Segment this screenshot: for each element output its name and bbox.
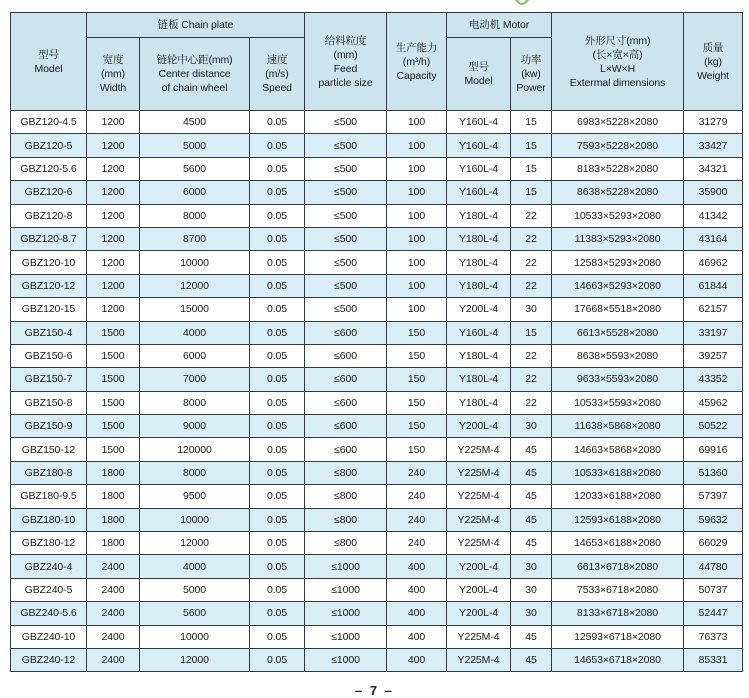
cell-width: 1500 <box>87 321 140 344</box>
cell-feed-size: ≤600 <box>305 344 387 367</box>
cell-speed: 0.05 <box>250 578 305 601</box>
cell-model: GBZ150-4 <box>11 321 87 344</box>
cell-width: 1500 <box>87 344 140 367</box>
table-row <box>11 532 743 555</box>
header-speed: 速度 (m/s) Speed <box>250 38 305 111</box>
cell-feed-size: ≤800 <box>305 485 387 508</box>
cell-capacity: 240 <box>387 508 447 531</box>
cell-width: 1200 <box>87 157 140 180</box>
cell-motor-model: Y160L-4 <box>447 134 511 157</box>
cell-center-distance: 8000 <box>140 391 250 414</box>
cell-feed-size: ≤1000 <box>305 578 387 601</box>
table-row <box>11 648 743 671</box>
cell-model: GBZ240-5 <box>11 578 87 601</box>
cell-capacity: 400 <box>387 625 447 648</box>
cell-weight: 69916 <box>684 438 743 461</box>
cell-power: 15 <box>511 181 552 204</box>
cell-width: 2400 <box>87 578 140 601</box>
cell-power: 30 <box>511 415 552 438</box>
table-row <box>11 111 743 134</box>
cell-power: 45 <box>511 625 552 648</box>
cell-weight: 66029 <box>684 532 743 555</box>
cell-weight: 33197 <box>684 321 743 344</box>
cell-power: 22 <box>511 391 552 414</box>
cell-weight: 31279 <box>684 111 743 134</box>
cell-dimensions: 10533×5293×2080 <box>552 204 684 227</box>
cell-dimensions: 6613×6718×2080 <box>552 555 684 578</box>
cell-model: GBZ240-12 <box>11 648 87 671</box>
cell-speed: 0.05 <box>250 532 305 555</box>
cell-speed: 0.05 <box>250 415 305 438</box>
cell-feed-size: ≤500 <box>305 227 387 250</box>
cell-motor-model: Y160L-4 <box>447 111 511 134</box>
header-weight: 质量 (kg) Weight <box>684 13 743 111</box>
cell-center-distance: 12000 <box>140 274 250 297</box>
table-body <box>11 111 743 672</box>
cell-power: 45 <box>511 648 552 671</box>
cell-weight: 61844 <box>684 274 743 297</box>
cell-power: 22 <box>511 204 552 227</box>
cell-model: GBZ120-10 <box>11 251 87 274</box>
cell-center-distance: 8700 <box>140 227 250 250</box>
cell-speed: 0.05 <box>250 485 305 508</box>
cell-speed: 0.05 <box>250 298 305 321</box>
cell-weight: 45962 <box>684 391 743 414</box>
cell-weight: 39257 <box>684 344 743 367</box>
cell-motor-model: Y200L-4 <box>447 555 511 578</box>
table-row <box>11 461 743 484</box>
cell-speed: 0.05 <box>250 508 305 531</box>
cell-model: GBZ120-8 <box>11 204 87 227</box>
cell-width: 1200 <box>87 181 140 204</box>
cell-motor-model: Y200L-4 <box>447 602 511 625</box>
cell-center-distance: 10000 <box>140 251 250 274</box>
cell-speed: 0.05 <box>250 391 305 414</box>
cell-center-distance: 9000 <box>140 415 250 438</box>
table-row <box>11 602 743 625</box>
cell-width: 2400 <box>87 602 140 625</box>
cell-motor-model: Y180L-4 <box>447 344 511 367</box>
cell-speed: 0.05 <box>250 204 305 227</box>
table-row <box>11 578 743 601</box>
cell-motor-model: Y225M-4 <box>447 485 511 508</box>
table-row <box>11 298 743 321</box>
cell-power: 22 <box>511 344 552 367</box>
cell-center-distance: 4500 <box>140 111 250 134</box>
cell-center-distance: 9500 <box>140 485 250 508</box>
cell-capacity: 150 <box>387 321 447 344</box>
cell-feed-size: ≤800 <box>305 532 387 555</box>
cell-motor-model: Y200L-4 <box>447 578 511 601</box>
cell-dimensions: 10533×5593×2080 <box>552 391 684 414</box>
cell-capacity: 240 <box>387 532 447 555</box>
cell-capacity: 100 <box>387 298 447 321</box>
table-row <box>11 344 743 367</box>
cell-center-distance: 6000 <box>140 181 250 204</box>
cell-weight: 59632 <box>684 508 743 531</box>
cell-motor-model: Y180L-4 <box>447 274 511 297</box>
cell-motor-model: Y180L-4 <box>447 251 511 274</box>
cell-center-distance: 6000 <box>140 344 250 367</box>
table-row <box>11 181 743 204</box>
cell-power: 45 <box>511 508 552 531</box>
cell-feed-size: ≤600 <box>305 415 387 438</box>
cell-weight: 57397 <box>684 485 743 508</box>
cell-center-distance: 10000 <box>140 508 250 531</box>
cell-model: GBZ120-12 <box>11 274 87 297</box>
cell-model: GBZ180-8 <box>11 461 87 484</box>
cell-weight: 76373 <box>684 625 743 648</box>
table-row <box>11 625 743 648</box>
cell-model: GBZ150-9 <box>11 415 87 438</box>
header-width: 宽度 (mm) Width <box>87 38 140 111</box>
cell-model: GBZ150-8 <box>11 391 87 414</box>
cell-weight: 62157 <box>684 298 743 321</box>
table-row <box>11 555 743 578</box>
cell-weight: 35900 <box>684 181 743 204</box>
cell-center-distance: 5000 <box>140 134 250 157</box>
cell-width: 1200 <box>87 274 140 297</box>
cell-power: 22 <box>511 274 552 297</box>
cell-weight: 43164 <box>684 227 743 250</box>
cell-center-distance: 4000 <box>140 555 250 578</box>
cell-capacity: 100 <box>387 227 447 250</box>
cell-speed: 0.05 <box>250 368 305 391</box>
cell-model: GBZ120-8.7 <box>11 227 87 250</box>
cell-width: 2400 <box>87 555 140 578</box>
cell-feed-size: ≤500 <box>305 134 387 157</box>
green-arrow-icon <box>513 0 531 10</box>
cell-feed-size: ≤500 <box>305 274 387 297</box>
table-row <box>11 251 743 274</box>
cell-model: GBZ120-4.5 <box>11 111 87 134</box>
cell-feed-size: ≤1000 <box>305 648 387 671</box>
cell-power: 30 <box>511 578 552 601</box>
header-dimensions: 外形尺寸(mm) (长×宽×高) L×W×H Extermal dimensions <box>552 13 684 111</box>
header-center-distance: 链轮中心距(mm) Center distance of chain wheel <box>140 38 250 111</box>
cell-speed: 0.05 <box>250 181 305 204</box>
cell-motor-model: Y200L-4 <box>447 298 511 321</box>
header-chain-plate: 链板 Chain plate <box>87 13 305 38</box>
cell-model: GBZ180-10 <box>11 508 87 531</box>
table-row <box>11 134 743 157</box>
cell-motor-model: Y180L-4 <box>447 368 511 391</box>
cell-dimensions: 8638×5228×2080 <box>552 181 684 204</box>
cell-power: 45 <box>511 461 552 484</box>
table-row <box>11 227 743 250</box>
cell-feed-size: ≤500 <box>305 298 387 321</box>
cell-dimensions: 7593×5228×2080 <box>552 134 684 157</box>
cell-center-distance: 8000 <box>140 461 250 484</box>
cell-center-distance: 5600 <box>140 602 250 625</box>
cell-speed: 0.05 <box>250 555 305 578</box>
cell-feed-size: ≤500 <box>305 157 387 180</box>
cell-capacity: 150 <box>387 415 447 438</box>
cell-weight: 41342 <box>684 204 743 227</box>
cell-speed: 0.05 <box>250 344 305 367</box>
cell-motor-model: Y225M-4 <box>447 532 511 555</box>
spec-table <box>10 12 743 672</box>
cell-feed-size: ≤1000 <box>305 602 387 625</box>
cell-speed: 0.05 <box>250 648 305 671</box>
cell-speed: 0.05 <box>250 157 305 180</box>
cell-power: 45 <box>511 438 552 461</box>
cell-motor-model: Y160L-4 <box>447 321 511 344</box>
cell-capacity: 240 <box>387 461 447 484</box>
cell-capacity: 400 <box>387 578 447 601</box>
cell-center-distance: 8000 <box>140 204 250 227</box>
cell-feed-size: ≤1000 <box>305 555 387 578</box>
cell-width: 1500 <box>87 415 140 438</box>
table-row <box>11 321 743 344</box>
header-power: 功率 (kw) Power <box>511 38 552 111</box>
cell-center-distance: 5600 <box>140 157 250 180</box>
cell-motor-model: Y180L-4 <box>447 391 511 414</box>
cell-dimensions: 7533×6718×2080 <box>552 578 684 601</box>
cell-capacity: 400 <box>387 555 447 578</box>
cell-width: 1200 <box>87 111 140 134</box>
cell-capacity: 150 <box>387 368 447 391</box>
cell-width: 2400 <box>87 648 140 671</box>
cell-capacity: 100 <box>387 111 447 134</box>
cell-feed-size: ≤500 <box>305 111 387 134</box>
cell-dimensions: 14653×6718×2080 <box>552 648 684 671</box>
cell-power: 30 <box>511 555 552 578</box>
header-model: 型号 Model <box>11 13 87 111</box>
cell-dimensions: 14653×6188×2080 <box>552 532 684 555</box>
cell-dimensions: 11638×5868×2080 <box>552 415 684 438</box>
cell-center-distance: 10000 <box>140 625 250 648</box>
cell-feed-size: ≤500 <box>305 204 387 227</box>
cell-speed: 0.05 <box>250 321 305 344</box>
cell-capacity: 400 <box>387 648 447 671</box>
cell-dimensions: 9633×5593×2080 <box>552 368 684 391</box>
cell-speed: 0.05 <box>250 251 305 274</box>
cell-dimensions: 6613×5528×2080 <box>552 321 684 344</box>
cell-capacity: 150 <box>387 391 447 414</box>
cell-center-distance: 120000 <box>140 438 250 461</box>
cell-speed: 0.05 <box>250 274 305 297</box>
cell-width: 1200 <box>87 204 140 227</box>
cell-model: GBZ180-9.5 <box>11 485 87 508</box>
cell-capacity: 100 <box>387 134 447 157</box>
cell-center-distance: 7000 <box>140 368 250 391</box>
cell-power: 22 <box>511 227 552 250</box>
cell-power: 22 <box>511 251 552 274</box>
cell-dimensions: 6983×5228×2080 <box>552 111 684 134</box>
cell-dimensions: 17668×5518×2080 <box>552 298 684 321</box>
cell-motor-model: Y160L-4 <box>447 157 511 180</box>
cell-power: 45 <box>511 485 552 508</box>
cell-dimensions: 12583×5293×2080 <box>552 251 684 274</box>
cell-model: GBZ120-15 <box>11 298 87 321</box>
cell-feed-size: ≤600 <box>305 391 387 414</box>
cell-model: GBZ150-7 <box>11 368 87 391</box>
spec-table-container <box>10 12 742 672</box>
table-row <box>11 485 743 508</box>
table-header <box>11 13 743 111</box>
cell-dimensions: 8638×5593×2080 <box>552 344 684 367</box>
cell-capacity: 240 <box>387 485 447 508</box>
cell-weight: 52447 <box>684 602 743 625</box>
cell-capacity: 100 <box>387 204 447 227</box>
table-row <box>11 204 743 227</box>
header-capacity: 生产能力 (m³/h) Capacity <box>387 13 447 111</box>
cell-width: 1800 <box>87 485 140 508</box>
cell-center-distance: 4000 <box>140 321 250 344</box>
cell-speed: 0.05 <box>250 134 305 157</box>
cell-motor-model: Y200L-4 <box>447 415 511 438</box>
cell-width: 1200 <box>87 134 140 157</box>
cell-center-distance: 15000 <box>140 298 250 321</box>
header-feed-size: 给料粒度 (mm) Feed particle size <box>305 13 387 111</box>
cell-width: 1800 <box>87 532 140 555</box>
table-row <box>11 438 743 461</box>
cell-motor-model: Y225M-4 <box>447 648 511 671</box>
cell-width: 1200 <box>87 251 140 274</box>
cell-width: 1800 <box>87 461 140 484</box>
cell-feed-size: ≤500 <box>305 251 387 274</box>
cell-dimensions: 12033×6188×2080 <box>552 485 684 508</box>
cell-feed-size: ≤500 <box>305 181 387 204</box>
cell-power: 45 <box>511 532 552 555</box>
cell-motor-model: Y180L-4 <box>447 227 511 250</box>
cell-capacity: 100 <box>387 251 447 274</box>
cell-speed: 0.05 <box>250 111 305 134</box>
cell-capacity: 100 <box>387 274 447 297</box>
table-row <box>11 274 743 297</box>
cell-dimensions: 8183×5228×2080 <box>552 157 684 180</box>
cell-weight: 43352 <box>684 368 743 391</box>
cell-speed: 0.05 <box>250 602 305 625</box>
cell-feed-size: ≤600 <box>305 438 387 461</box>
cell-feed-size: ≤1000 <box>305 625 387 648</box>
cell-model: GBZ240-5.6 <box>11 602 87 625</box>
cell-speed: 0.05 <box>250 227 305 250</box>
cell-model: GBZ240-4 <box>11 555 87 578</box>
cell-dimensions: 12593×6718×2080 <box>552 625 684 648</box>
cell-power: 30 <box>511 602 552 625</box>
cell-width: 1500 <box>87 391 140 414</box>
cell-power: 15 <box>511 111 552 134</box>
cell-width: 1200 <box>87 227 140 250</box>
cell-feed-size: ≤800 <box>305 508 387 531</box>
cell-width: 1200 <box>87 298 140 321</box>
cell-width: 1500 <box>87 438 140 461</box>
cell-width: 1500 <box>87 368 140 391</box>
cell-power: 30 <box>511 298 552 321</box>
cell-weight: 50522 <box>684 415 743 438</box>
cell-model: GBZ120-5 <box>11 134 87 157</box>
cell-feed-size: ≤800 <box>305 461 387 484</box>
cell-motor-model: Y180L-4 <box>447 204 511 227</box>
cell-motor-model: Y225M-4 <box>447 625 511 648</box>
cell-dimensions: 14663×5293×2080 <box>552 274 684 297</box>
cell-feed-size: ≤600 <box>305 368 387 391</box>
cell-model: GBZ150-6 <box>11 344 87 367</box>
cell-model: GBZ180-12 <box>11 532 87 555</box>
cell-capacity: 150 <box>387 344 447 367</box>
cell-weight: 44780 <box>684 555 743 578</box>
cell-power: 15 <box>511 157 552 180</box>
cell-weight: 46962 <box>684 251 743 274</box>
cell-width: 1800 <box>87 508 140 531</box>
cell-model: GBZ120-5.6 <box>11 157 87 180</box>
header-motor-model: 型号 Model <box>447 38 511 111</box>
table-row <box>11 508 743 531</box>
cell-power: 15 <box>511 321 552 344</box>
table-row <box>11 391 743 414</box>
page-number: – 7 – <box>355 683 394 698</box>
cell-capacity: 400 <box>387 602 447 625</box>
cell-dimensions: 14663×5868×2080 <box>552 438 684 461</box>
cell-model: GBZ240-10 <box>11 625 87 648</box>
cell-weight: 51360 <box>684 461 743 484</box>
cell-motor-model: Y225M-4 <box>447 461 511 484</box>
cell-power: 22 <box>511 368 552 391</box>
table-row <box>11 415 743 438</box>
cell-weight: 50737 <box>684 578 743 601</box>
cell-center-distance: 12000 <box>140 532 250 555</box>
cell-center-distance: 5000 <box>140 578 250 601</box>
cell-capacity: 100 <box>387 181 447 204</box>
cell-capacity: 100 <box>387 157 447 180</box>
cell-model: GBZ150-12 <box>11 438 87 461</box>
cell-width: 2400 <box>87 625 140 648</box>
cell-motor-model: Y160L-4 <box>447 181 511 204</box>
cell-weight: 33427 <box>684 134 743 157</box>
cell-motor-model: Y225M-4 <box>447 438 511 461</box>
cell-dimensions: 12593×6188×2080 <box>552 508 684 531</box>
cell-model: GBZ120-6 <box>11 181 87 204</box>
cell-capacity: 150 <box>387 438 447 461</box>
cell-power: 15 <box>511 134 552 157</box>
cell-dimensions: 11383×5293×2080 <box>552 227 684 250</box>
cell-speed: 0.05 <box>250 625 305 648</box>
header-motor: 电动机 Motor <box>447 13 552 38</box>
cell-speed: 0.05 <box>250 438 305 461</box>
cell-feed-size: ≤600 <box>305 321 387 344</box>
cell-motor-model: Y225M-4 <box>447 508 511 531</box>
cell-dimensions: 10533×6188×2080 <box>552 461 684 484</box>
table-row <box>11 157 743 180</box>
cell-weight: 85331 <box>684 648 743 671</box>
cell-center-distance: 12000 <box>140 648 250 671</box>
cell-speed: 0.05 <box>250 461 305 484</box>
table-row <box>11 368 743 391</box>
cell-weight: 34321 <box>684 157 743 180</box>
cell-dimensions: 8133×6718×2080 <box>552 602 684 625</box>
